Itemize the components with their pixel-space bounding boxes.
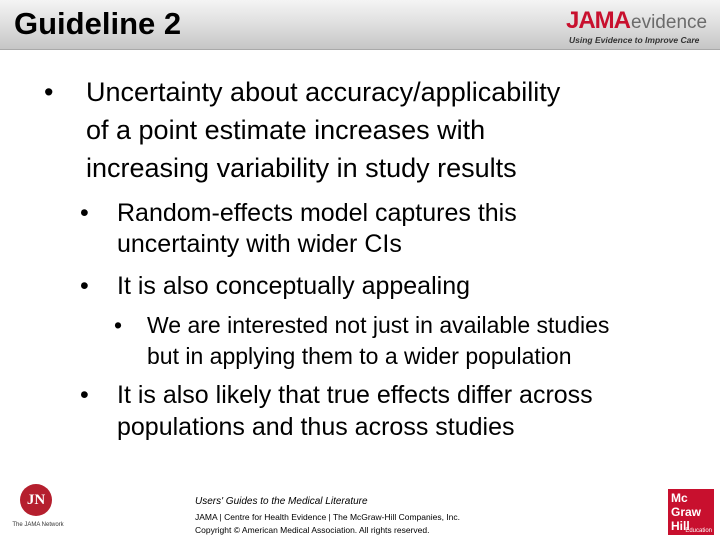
brand-name-evidence: evidence <box>631 12 708 33</box>
footer-book-title: Users' Guides to the Medical Literature <box>195 496 368 507</box>
bullet-line: increasing variability in study results <box>86 153 517 183</box>
bullet-glyph: • <box>44 77 54 107</box>
bullet-glyph: • <box>80 381 89 409</box>
bullet-item <box>0 76 720 181</box>
jn-logo-icon: JN <box>20 484 52 516</box>
bullet-item <box>0 197 720 261</box>
bullet-line: We are interested not just in available studies <box>147 312 610 338</box>
brand-tagline: Using Evidence to Improve Care <box>569 35 700 45</box>
bullet-line: Random-effects model captures this <box>117 199 517 227</box>
bullet-item <box>0 379 720 443</box>
bullet-glyph: • <box>80 199 89 227</box>
mcgraw-hill-logo <box>668 489 714 535</box>
mgh-line-2: Graw <box>671 505 702 519</box>
brand-name <box>566 9 707 36</box>
bullet-line: uncertainty with wider CIs <box>117 230 402 258</box>
title-bar <box>0 0 720 50</box>
brand-name-jama: JAMA <box>566 7 631 34</box>
bullet-glyph: • <box>80 272 89 300</box>
footer-publishers: JAMA | Centre for Health Evidence | The McGraw-Hill Companies, Inc. <box>195 512 461 522</box>
bullet-item <box>0 310 720 370</box>
bullet-line: Uncertainty about accuracy/applicability <box>86 77 561 107</box>
jn-logo-caption: The JAMA Network <box>12 522 64 528</box>
footer-copyright: Copyright © American Medical Association. All rights reserved. <box>195 525 430 535</box>
bullet-item <box>0 270 720 302</box>
bullet-line: but in applying them to a wider population <box>147 343 572 369</box>
mgh-edition: Education <box>685 528 712 534</box>
bullet-line: It is also conceptually appealing <box>117 272 471 300</box>
mgh-line-3: Hill <box>671 519 690 533</box>
bullet-glyph: • <box>114 312 123 338</box>
jama-network-logo <box>6 484 70 536</box>
jama-evidence-logo <box>566 9 716 45</box>
bullet-line: populations and thus across studies <box>117 413 515 441</box>
mgh-line-1: Mc <box>671 491 688 505</box>
bullet-line: It is also likely that true effects differ across <box>117 381 593 409</box>
bullet-line: of a point estimate increases with <box>86 115 486 145</box>
slide-title: Guideline 2 <box>14 6 182 41</box>
footer-citation <box>195 496 615 537</box>
